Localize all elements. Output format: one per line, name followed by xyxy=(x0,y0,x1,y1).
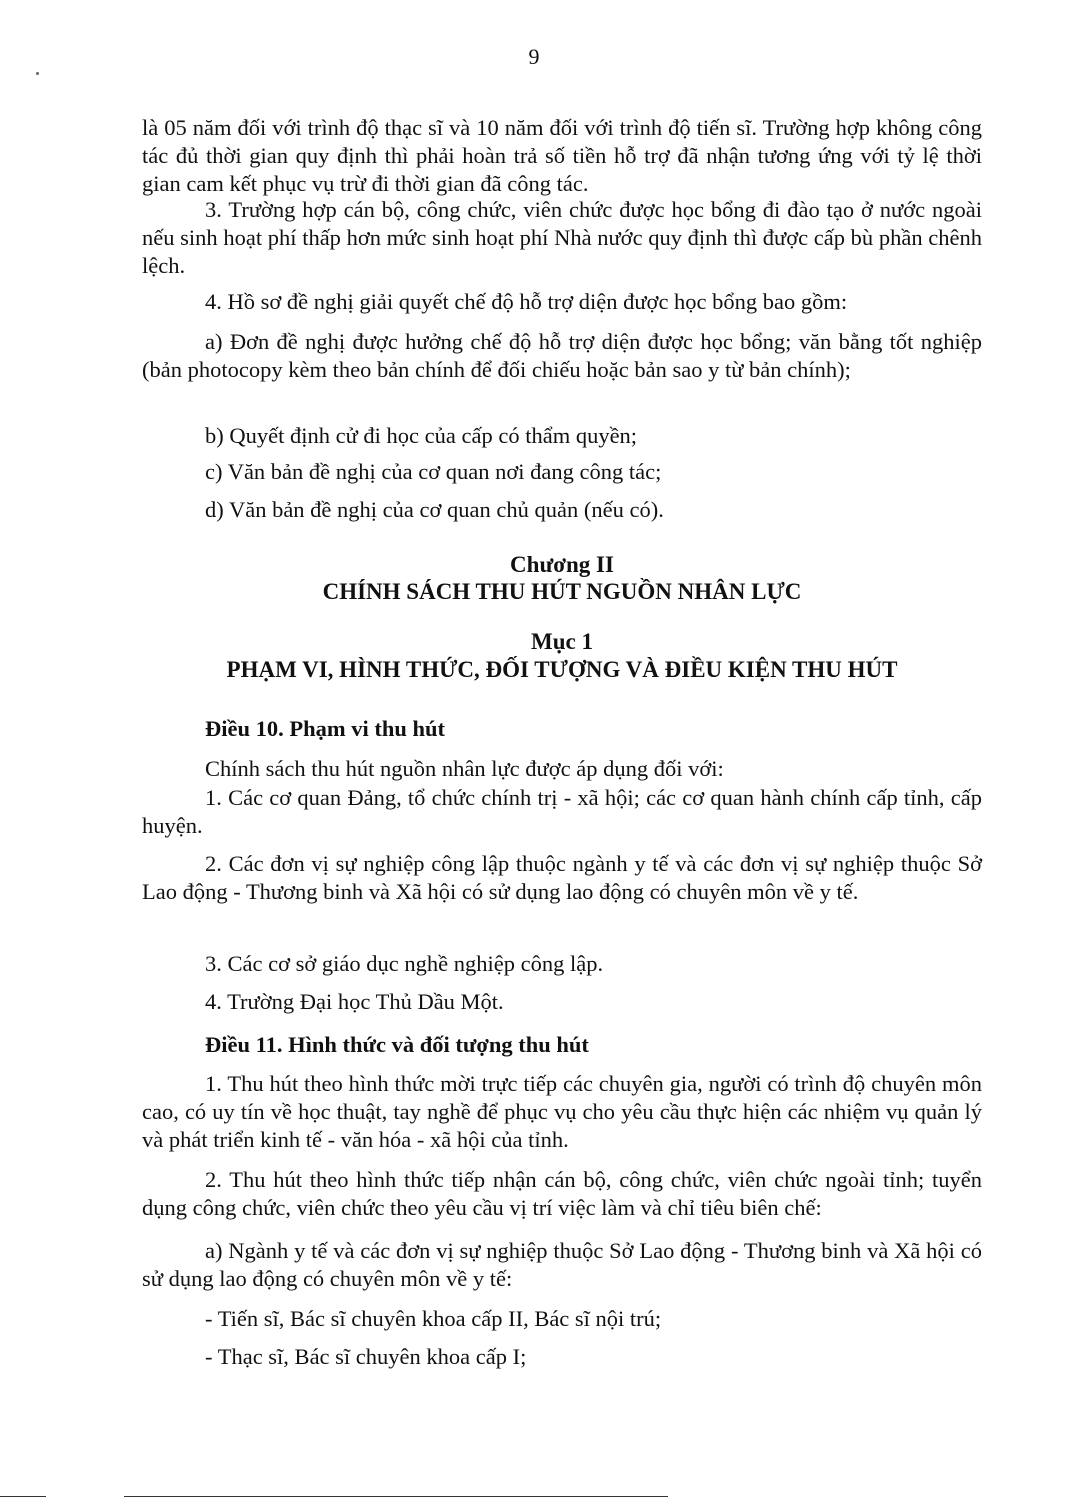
article-11-item-2a: a) Ngành y tế và các đơn vị sự nghiệp thuộc Sở Lao động - Thương binh và Xã hội có sử dụng lao động có chuyên môn về y tế: xyxy=(142,1238,982,1291)
page-number: 9 xyxy=(528,44,540,69)
chapter-title: CHÍNH SÁCH THU HÚT NGUỒN NHÂN LỰC xyxy=(322,579,802,604)
section-title: PHẠM VI, HÌNH THỨC, ĐỐI TƯỢNG VÀ ĐIỀU KIỆN THU HÚT xyxy=(226,657,898,682)
article-11-title: Điều 11. Hình thức và đối tượng thu hút xyxy=(205,1032,589,1057)
chapter-label: Chương II xyxy=(510,552,614,577)
paragraph-3: 4. Hồ sơ đề nghị giải quyết chế độ hỗ trợ diện được học bổng bao gồm: xyxy=(205,289,848,314)
paragraph-6: c) Văn bản đề nghị của cơ quan nơi đang công tác; xyxy=(205,459,662,484)
article-10-item-2: 2. Các đơn vị sự nghiệp công lập thuộc ngành y tế và các đơn vị sự nghiệp thuộc Sở Lao động - Thương binh và Xã hội có sử dụng lao động có chuyên môn về y tế. xyxy=(142,851,982,904)
article-10-item-4: 4. Trường Đại học Thủ Dầu Một. xyxy=(205,989,504,1014)
article-10-intro: Chính sách thu hút nguồn nhân lực được áp dụng đối với: xyxy=(205,756,724,781)
article-11-dash-2: - Thạc sĩ, Bác sĩ chuyên khoa cấp I; xyxy=(205,1344,527,1369)
article-11-item-2: 2. Thu hút theo hình thức tiếp nhận cán bộ, công chức, viên chức ngoài tỉnh; tuyển dụng công chức, viên chức theo yêu cầu vị trí việc làm và chỉ tiêu biên chế: xyxy=(142,1167,982,1220)
footer-rule-left xyxy=(0,1496,46,1497)
article-10-item-3: 3. Các cơ sở giáo dục nghề nghiệp công lập. xyxy=(205,951,604,976)
paragraph-2: 3. Trường hợp cán bộ, công chức, viên chức được học bổng đi đào tạo ở nước ngoài nếu sinh hoạt phí thấp hơn mức sinh hoạt phí Nhà nước quy định thì được cấp bù phần chênh lệch. xyxy=(142,197,982,278)
article-10-title: Điều 10. Phạm vi thu hút xyxy=(205,716,446,741)
scan-speck xyxy=(36,72,39,75)
paragraph-1: là 05 năm đối với trình độ thạc sĩ và 10 năm đối với trình độ tiến sĩ. Trường hợp không công tác đủ thời gian quy định thì phải hoàn trả số tiền hỗ trợ đã nhận tương ứng với tỷ lệ thời gian cam kết phục vụ trừ đi thời gian đã công tác. xyxy=(142,115,982,196)
footer-rule-main xyxy=(124,1496,668,1497)
article-11-dash-1: - Tiến sĩ, Bác sĩ chuyên khoa cấp II, Bác sĩ nội trú; xyxy=(205,1306,662,1331)
paragraph-4: a) Đơn đề nghị được hưởng chế độ hỗ trợ diện được học bổng; văn bằng tốt nghiệp (bản photocopy kèm theo bản chính để đối chiếu hoặc bản sao y từ bản chính); xyxy=(142,329,982,382)
paragraph-7: d) Văn bản đề nghị của cơ quan chủ quản (nếu có). xyxy=(205,497,664,522)
article-10-item-1: 1. Các cơ quan Đảng, tổ chức chính trị - xã hội; các cơ quan hành chính cấp tỉnh, cấp huyện. xyxy=(142,785,982,838)
article-11-item-1: 1. Thu hút theo hình thức mời trực tiếp các chuyên gia, người có trình độ chuyên môn cao, có uy tín về học thuật, tay nghề để phục vụ cho yêu cầu thực hiện các nhiệm vụ quản lý và phát triển kinh tế - văn hóa - xã hội của tỉnh. xyxy=(142,1071,982,1152)
section-label: Mục 1 xyxy=(531,629,593,654)
paragraph-5: b) Quyết định cử đi học của cấp có thẩm quyền; xyxy=(205,423,638,448)
